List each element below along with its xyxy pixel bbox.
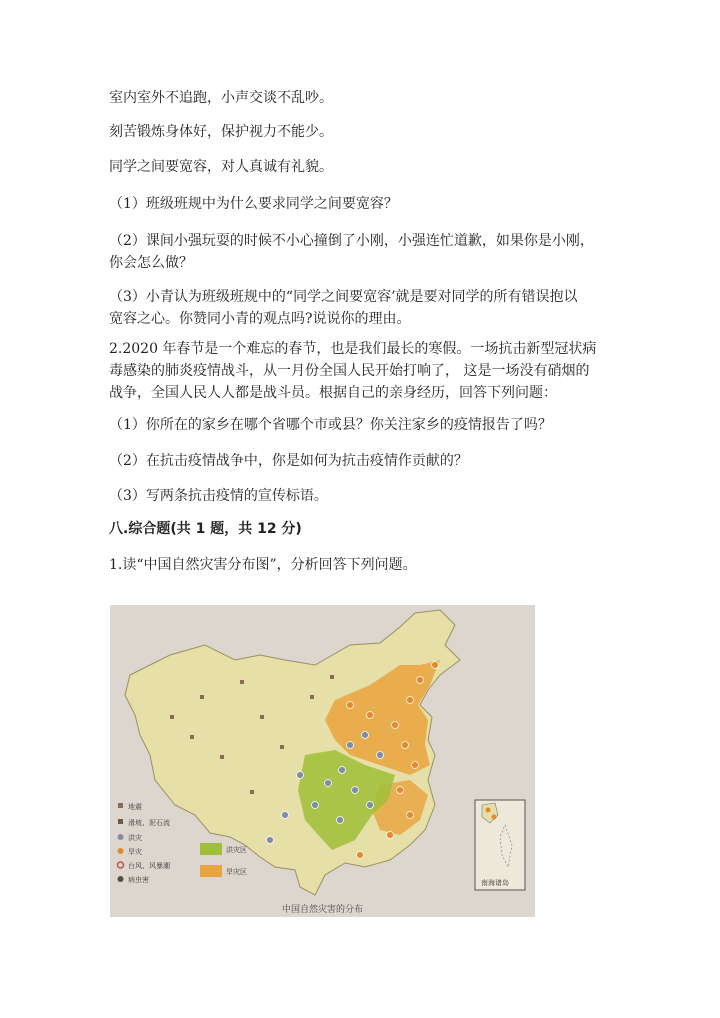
inset-label: 南海诸岛 (481, 879, 509, 887)
legend-pest: 病虫害 (128, 876, 149, 884)
legend-drought-zone: 旱灾区 (226, 868, 247, 876)
disaster-map (110, 605, 535, 917)
text-line-3: 同学之间要宽容，对人真诚有礼貌。 (109, 159, 333, 175)
legend-landslide: 滑坡、泥石流 (128, 819, 170, 827)
south-sea-inset (475, 800, 525, 890)
question-text: 1.读“中国自然灾害分布图”，分析回答下列问题。 (109, 557, 417, 573)
text-line-1: 室内室外不追跑，小声交谈不乱吵。 (109, 90, 333, 106)
text-line-12: （1）你所在的家乡在哪个省哪个市或县？你关注家乡的疫情报告了吗？ (109, 417, 552, 433)
legend-earthquake: 地震 (128, 803, 142, 811)
text-line-9: 2.2020 年春节是一个难忘的春节，也是我们最长的寒假。一场抗击新型冠状病 (109, 341, 597, 357)
section-heading: 八.综合题(共 1 题，共 12 分) (109, 521, 302, 537)
text-line-14: （3）写两条抗击疫情的宣传标语。 (109, 488, 328, 504)
text-line-10: 毒感染的肺炎疫情战斗，从一月份全国人民开始打响了， 这是一场没有硝烟的 (109, 363, 590, 379)
text-line-6: 你会怎么做？ (109, 255, 193, 271)
legend-flood: 洪灾 (128, 834, 142, 842)
legend-flood-zone: 洪灾区 (226, 846, 247, 854)
disaster-map-graphic (110, 605, 535, 917)
legend-typhoon: 台风、风暴潮 (128, 862, 170, 870)
text-line-13: （2）在抗击疫情战争中，你是如何为抗击疫情作贡献的？ (109, 453, 468, 469)
legend-drought: 旱灾 (128, 848, 142, 856)
text-line-8: 宽容之心。你赞同小青的观点吗?说说你的理由。 (109, 311, 411, 327)
text-line-2: 刻苦锻炼身体好，保护视力不能少。 (109, 124, 333, 140)
text-line-4: （1）班级班规中为什么要求同学之间要宽容？ (109, 196, 398, 212)
text-line-11: 战争，全国人民人人都是战斗员。根据自己的亲身经历，回答下列问题： (109, 385, 557, 401)
map-caption: 中国自然灾害的分布 (281, 905, 363, 915)
text-line-5: （2）课间小强玩耍的时候不小心撞倒了小刚，小强连忙道歉，如果你是小刚， (109, 233, 594, 249)
text-line-7: （3）小青认为班级班规中的“同学之间要宽容’就是要对同学的所有错误抱以 (109, 289, 578, 305)
